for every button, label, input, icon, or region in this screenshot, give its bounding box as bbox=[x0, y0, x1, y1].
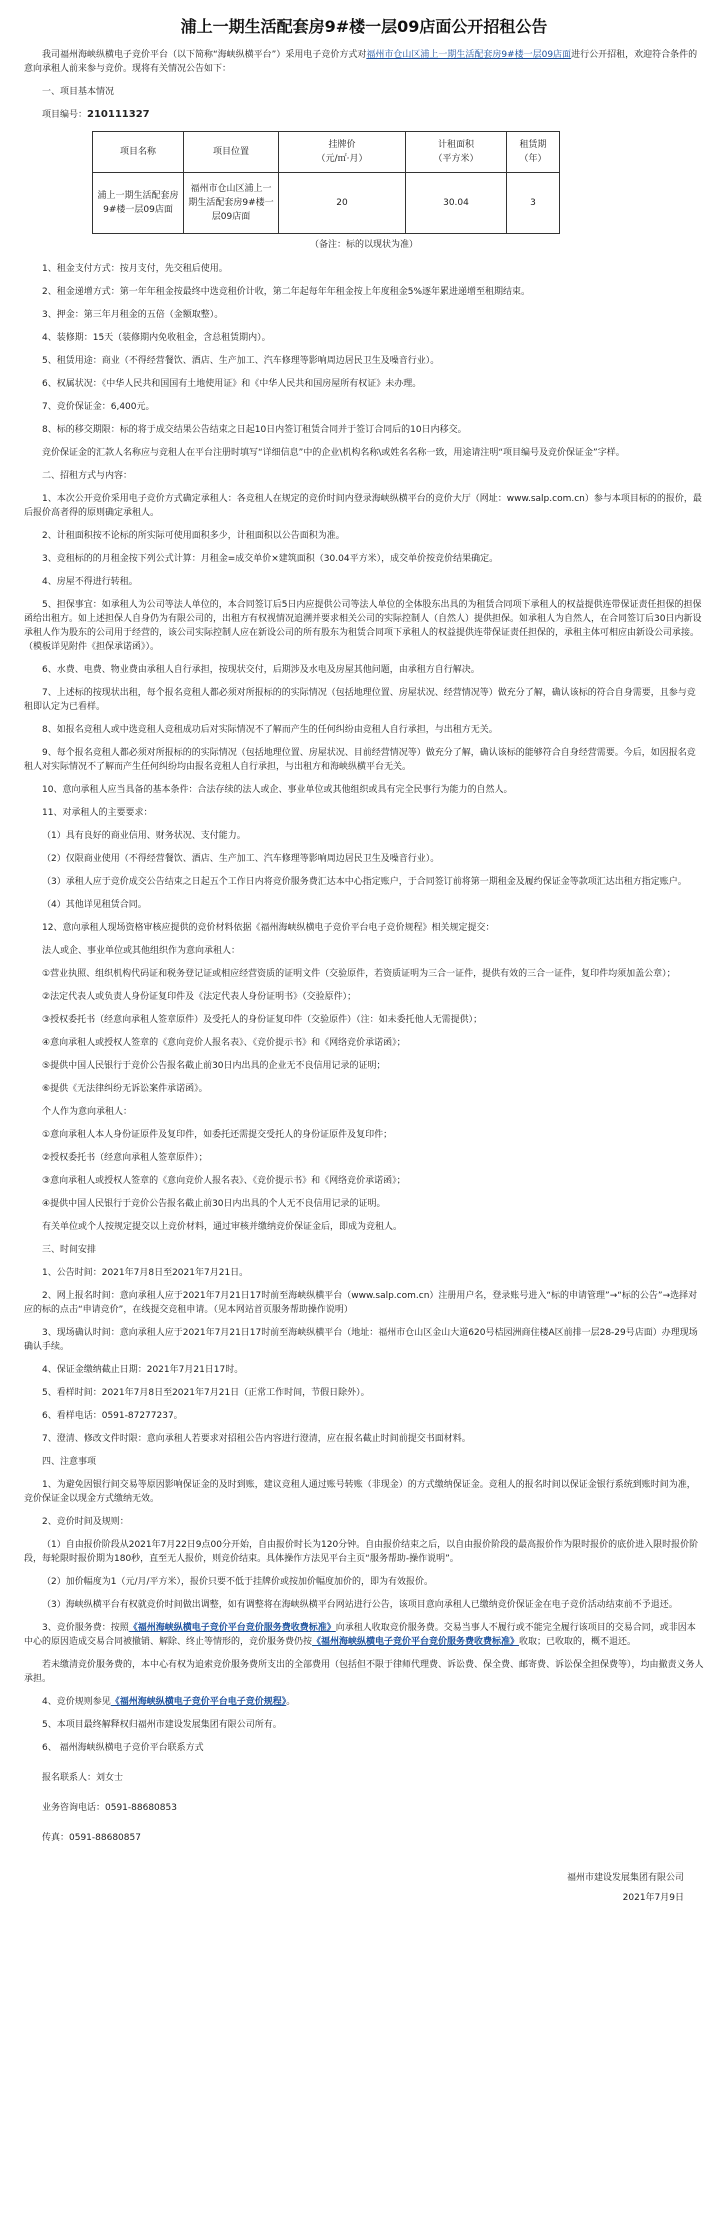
list-subitem: ③授权委托书（经意向承租人签章原件）及受托人的身份证复印件（交验原件）（注：如未委托他人无需提供）； bbox=[42, 1015, 483, 1025]
list-subitem: ②法定代表人或负责人身份证复印件及《法定代表人身份证明书》（交验原件）； bbox=[42, 992, 357, 1002]
list-item: 3、竞租标的的月租金按下列公式计算：月租金=成交单价×建筑面积（30.04平方米），成交单价按竞价结果确定。 bbox=[42, 554, 499, 564]
list-subitem: ①意向承租人本人身份证原件及复印件，如委托还需提交受托人的身份证原件及复印件； bbox=[42, 1130, 393, 1140]
bidding-rules-link[interactable]: 《福州海峡纵横电子竞价平台电子竞价规程》 bbox=[110, 1697, 287, 1707]
list-item: 11、对承租人的主要要求： bbox=[42, 808, 153, 818]
service-fee-note: 若未缴清竞价服务费的，本中心有权为追索竞价服务费所支出的全部费用（包括但不限于律师代理费、诉讼费、保全费、邮寄费、诉讼保全担保费等），均由撤责义务人承担。 bbox=[24, 1660, 704, 1684]
list-subitem: （3）承租人应于竞价成交公告结束之日起五个工作日内将竞价服务费汇达本中心指定账户，于合同签订前将第一期租金及履约保证金等款项汇达出租方指定账户。 bbox=[42, 877, 687, 887]
issue-date: 2021年7月9日 bbox=[622, 1893, 684, 1903]
table-cell: 浦上一期生活配套房9#楼一层09店面 bbox=[93, 173, 184, 234]
section-2-closing: 有关单位或个人按规定提交以上竞价材料，通过审核并缴纳竞价保证金后，即成为竞租人。 bbox=[42, 1222, 403, 1232]
table-cell: 30.04 bbox=[406, 173, 507, 234]
list-item: 2、租金递增方式：第一年年租金按最终中选竞租价计收，第二年起每年年租金按上年度租金5%逐年累进递增至租期结束。 bbox=[42, 287, 531, 297]
table-cell: 福州市仓山区浦上一期生活配套房9#楼一层09店面 bbox=[184, 173, 279, 234]
list-item: 6、权属状况：《中华人民共和国国有土地使用证》和《中华人民共和国房屋所有权证》未办理。 bbox=[42, 379, 422, 389]
list-item: 6、水费、电费、物业费由承租人自行承担，按现状交付，后期涉及水电及房屋其他问题，由承租方自行解决。 bbox=[42, 665, 480, 675]
table-cell: 3 bbox=[507, 173, 560, 234]
section-3-heading: 三、时间安排 bbox=[42, 1245, 97, 1255]
table-row bbox=[93, 173, 560, 234]
list-item: 4、房屋不得进行转租。 bbox=[42, 577, 138, 587]
table-header-cell: 挂牌价 （元/㎡·月） bbox=[279, 132, 406, 173]
issuer-name: 福州市建设发展集团有限公司 bbox=[566, 1873, 684, 1883]
list-item: 8、如报名竞租人或中选竞租人竞租成功后对实际情况不了解而产生的任何纠纷由竞租人自行承担，与出租方无关。 bbox=[42, 725, 498, 735]
list-item: 5、本项目最终解释权归福州市建设发展集团有限公司所有。 bbox=[42, 1720, 282, 1730]
table-header-row bbox=[93, 132, 560, 173]
list-item: 10、意向承租人应当具备的基本条件：合法存续的法人或企、事业单位或其他组织或具有完全民事行为能力的自然人。 bbox=[42, 785, 513, 795]
list-item: 2、竞价时间及规则： bbox=[42, 1517, 129, 1527]
list-item: 6、看样电话：0591-87277237。 bbox=[42, 1411, 183, 1421]
list-subitem: （1）具有良好的商业信用、财务状况、支付能力。 bbox=[42, 831, 246, 841]
intro-paragraph bbox=[24, 48, 704, 76]
bidding-rules-text-b: 。 bbox=[286, 1697, 296, 1707]
section-1-heading: 一、项目基本情况 bbox=[42, 87, 115, 97]
list-item: 5、租赁用途：商业（不得经营餐饮、酒店、生产加工、汽车修理等影响周边居民卫生及噪音行业）。 bbox=[42, 356, 440, 366]
list-subitem: （3）海峡纵横平台有权就竞价时间做出调整，如有调整将在海峡纵横平台网站进行公告，该项目意向承租人已缴纳竞价保证金在电子竞价活动结束前不予退还。 bbox=[42, 1600, 678, 1610]
list-subitem: （1）自由报价阶段从2021年7月22日9点00分开始，自由报价时长为120分钟。自由报价结束之后，以自由报价阶段的最高报价作为限时报价的底价进入限时报价阶段，每轮限时报价期为180秒，直至无人报价，则竞价结束。具体操作方法见平台主页“服务帮助-操作说明”。 bbox=[24, 1540, 699, 1564]
list-subitem: ③意向承租人或授权人签章的《意向竞价人报名表》、《竞价提示书》和《网络竞价承诺函》； bbox=[42, 1176, 406, 1186]
list-subitem: （2）仅限商业使用（不得经营餐饮、酒店、生产加工、汽车修理等影响周边居民卫生及噪音行业）。 bbox=[42, 854, 440, 864]
bidding-rules-text-a: 4、竞价规则参见 bbox=[42, 1697, 111, 1707]
list-item: 7、上述标的按现状出租，每个报名竞租人都必须对所报标的的实际情况（包括地理位置、房屋状况、经营情况等）做充分了解，确认该标的符合自身需要，且参与竞租即认定为已看样。 bbox=[24, 688, 696, 712]
list-subitem: ①营业执照、组织机构代码证和税务登记证或相应经营资质的证明文件（交验原件，若资质证明为三合一证件，提供有效的三合一证件，复印件均须加盖公章）； bbox=[42, 969, 676, 979]
fee-standard-link[interactable]: 《福州海峡纵横电子竞价平台竞价服务费收费标准》 bbox=[128, 1623, 336, 1633]
table-note: （备注：标的以现状为准） bbox=[309, 240, 418, 250]
list-subitem: ⑤提供中国人民银行于竞价公告报名截止前30日内出具的企业无不良信用记录的证明； bbox=[42, 1061, 386, 1071]
contact-fax: 传真：0591-88680857 bbox=[42, 1833, 141, 1843]
service-fee-text-a: 3、竞价服务费：按照 bbox=[42, 1623, 129, 1633]
table-header-cell: 计租面积 （平方米） bbox=[406, 132, 507, 173]
list-item: 1、为避免因银行间交易等原因影响保证金的及时到账，建议竞租人通过账号转账（非现金）的方式缴纳保证金。竞租人的报名时间以保证金银行系统到账时间为准，竞价保证金以现金方式缴纳无效。 bbox=[24, 1480, 696, 1504]
service-fee-text-b: 向承租人收取竞价服务费。交易当事人不履行或不能完全履行该项目的交易合同，或非因本中心的原因造成交易合同被撤销、解除、终止等情形的，竞价服务费仍按 bbox=[24, 1623, 696, 1647]
list-item: 7、澄清、修改文件时限：意向承租人若要求对招租公告内容进行澄清，应在报名截止时间前提交书面材料。 bbox=[42, 1434, 471, 1444]
list-item: 5、看样时间：2021年7月8日至2021年7月21日（正常工作时间，节假日除外）。 bbox=[42, 1388, 370, 1398]
info-table bbox=[92, 131, 560, 234]
list-subitem: ④意向承租人或授权人签章的《意向竞价人报名表》、《竞价提示书》和《网络竞价承诺函》； bbox=[42, 1038, 406, 1048]
service-fee-paragraph bbox=[24, 1621, 704, 1649]
individual-heading: 个人作为意向承租人： bbox=[42, 1107, 133, 1117]
list-item: 7、竞价保证金：6,400元。 bbox=[42, 402, 155, 412]
legal-entity-heading: 法人或企、事业单位或其他组织作为意向承租人： bbox=[42, 946, 241, 956]
deposit-note: 竞价保证金的汇款人名称应与竞租人在平台注册时填写“详细信息”中的企业\机构名称\或姓名名称一致，用途请注明“项目编号及竞价保证金”字样。 bbox=[42, 448, 625, 458]
bidding-rules-paragraph bbox=[24, 1695, 704, 1709]
table-header-cell: 项目名称 bbox=[93, 132, 184, 173]
list-item: 5、担保事宜：如承租人为公司等法人单位的，本合同签订后5日内应提供公司等法人单位的全体股东出具的为租赁合同项下承租人的权益提供连带保证责任担保的担保函给出租方。如上述担保人自身仍为有限公司的，出租方有权视情况追溯并要求相关公司的实际控制人（自然人）提供担保。如承租人为自然人，在合同签订后30日内新设承租人作为股东的公司用于经营的，该公司实际控制人应在新设公司的所有股东为租赁合同项下承租人的权益提供连带保证责任担保的，承租主体可相应由新设公司承接。（模板详见附件《担保承诺函》）。 bbox=[24, 600, 702, 652]
table-cell: 20 bbox=[279, 173, 406, 234]
list-item: 1、租金支付方式：按月支付，先交租后使用。 bbox=[42, 264, 228, 274]
list-item: 2、计租面积按不论标的所实际可使用面积多少，计租面积以公告面积为准。 bbox=[42, 531, 345, 541]
list-subitem: ⑥提供《无法律纠纷无诉讼案件承诺函》。 bbox=[42, 1084, 208, 1094]
list-item: 6、 福州海峡纵横电子竞价平台联系方式 bbox=[42, 1743, 204, 1753]
list-item: 1、本次公开竞价采用电子竞价方式确定承租人：各竞租人在规定的竞价时间内登录海峡纵横平台的竞价大厅（网址：www.salp.com.cn）参与本项目标的的报价，最后报价高者得的原则确定承租人。 bbox=[24, 494, 702, 518]
list-item: 1、公告时间：2021年7月8日至2021年7月21日。 bbox=[42, 1268, 249, 1278]
project-number-label: 项目编号： bbox=[42, 110, 88, 120]
section-4-heading: 四、注意事项 bbox=[42, 1457, 97, 1467]
service-fee-text-c: 收取；已收取的，概不退还。 bbox=[519, 1637, 637, 1647]
list-item: 9、每个报名竞租人都必须对所报标的的实际情况（包括地理位置、房屋状况、目前经营情况等）做充分了解，确认该标的能够符合自身经营需要。今后，如因报名竞租人对实际情况不了解而产生任何纠纷均由报名竞租人自行承担，与出租方和海峡纵横平台无关。 bbox=[24, 748, 696, 772]
list-item: 12、意向承租人现场资格审核应提供的竞价材料依据《福州海峡纵横电子竞价平台电子竞价规程》相关规定提交： bbox=[42, 923, 495, 933]
contact-person: 报名联系人：刘女士 bbox=[42, 1773, 124, 1783]
intro-link[interactable]: 福州市仓山区浦上一期生活配套房9#楼一层09店面 bbox=[366, 50, 572, 60]
list-subitem: ④提供中国人民银行于竞价公告报名截止前30日内出具的个人无不良信用记录的证明。 bbox=[42, 1199, 386, 1209]
list-item: 3、现场确认时间：意向承租人应于2021年7月21日17时前至海峡纵横平台（地址：福州市仓山区金山大道620号桔园洲商住楼A区前排一层28-29号店面）办理现场确认手续。 bbox=[24, 1328, 698, 1352]
list-subitem: ②授权委托书（经意向承租人签章原件）； bbox=[42, 1153, 208, 1163]
list-item: 2、网上报名时间：意向承租人应于2021年7月21日17时前至海峡纵横平台（www.salp.com.cn）注册用户名，登录账号进入“标的申请管理”→“标的公告”→选择对应的标的点击“申请竞价”，在线提交竞租申请。（见本网站首页服务帮助操作说明） bbox=[24, 1291, 698, 1315]
fee-standard-link-2[interactable]: 《福州海峡纵横电子竞价平台竞价服务费收费标准》 bbox=[312, 1637, 520, 1647]
list-subitem: （4）其他详见租赁合同。 bbox=[42, 900, 147, 910]
list-item: 4、保证金缴纳截止日期：2021年7月21日17时。 bbox=[42, 1365, 244, 1375]
section-2-heading: 二、招租方式与内容： bbox=[42, 471, 133, 481]
intro-text-b: 进行公开招租，欢迎符合条件的意向承租人前来参与竞价。现将有关情况公告如下： bbox=[24, 50, 698, 74]
intro-text-a: 我司福州海峡纵横电子竞价平台（以下简称“海峡纵横平台”）采用电子竞价方式对 bbox=[42, 50, 367, 60]
project-number-value: 210111327 bbox=[87, 109, 150, 120]
list-item: 8、标的移交期限：标的将于成交结果公告结束之日起10日内签订租赁合同并于签订合同后的10日内移交。 bbox=[42, 425, 467, 435]
table-header-cell: 项目位置 bbox=[184, 132, 279, 173]
contact-phone: 业务咨询电话：0591-88680853 bbox=[42, 1803, 177, 1813]
project-number bbox=[24, 108, 704, 122]
page-title: 浦上一期生活配套房9#楼一层09店面公开招租公告 bbox=[180, 17, 548, 36]
list-item: 3、押金：第三年月租金的五倍（金额取整）。 bbox=[42, 310, 224, 320]
table-header-cell: 租赁期 （年） bbox=[507, 132, 560, 173]
list-subitem: （2）加价幅度为1（元/月/平方米），报价只要不低于挂牌价或按加价幅度加价的，即为有效报价。 bbox=[42, 1577, 434, 1587]
list-item: 4、装修期：15天（装修期内免收租金，含总租赁期内）。 bbox=[42, 333, 271, 343]
